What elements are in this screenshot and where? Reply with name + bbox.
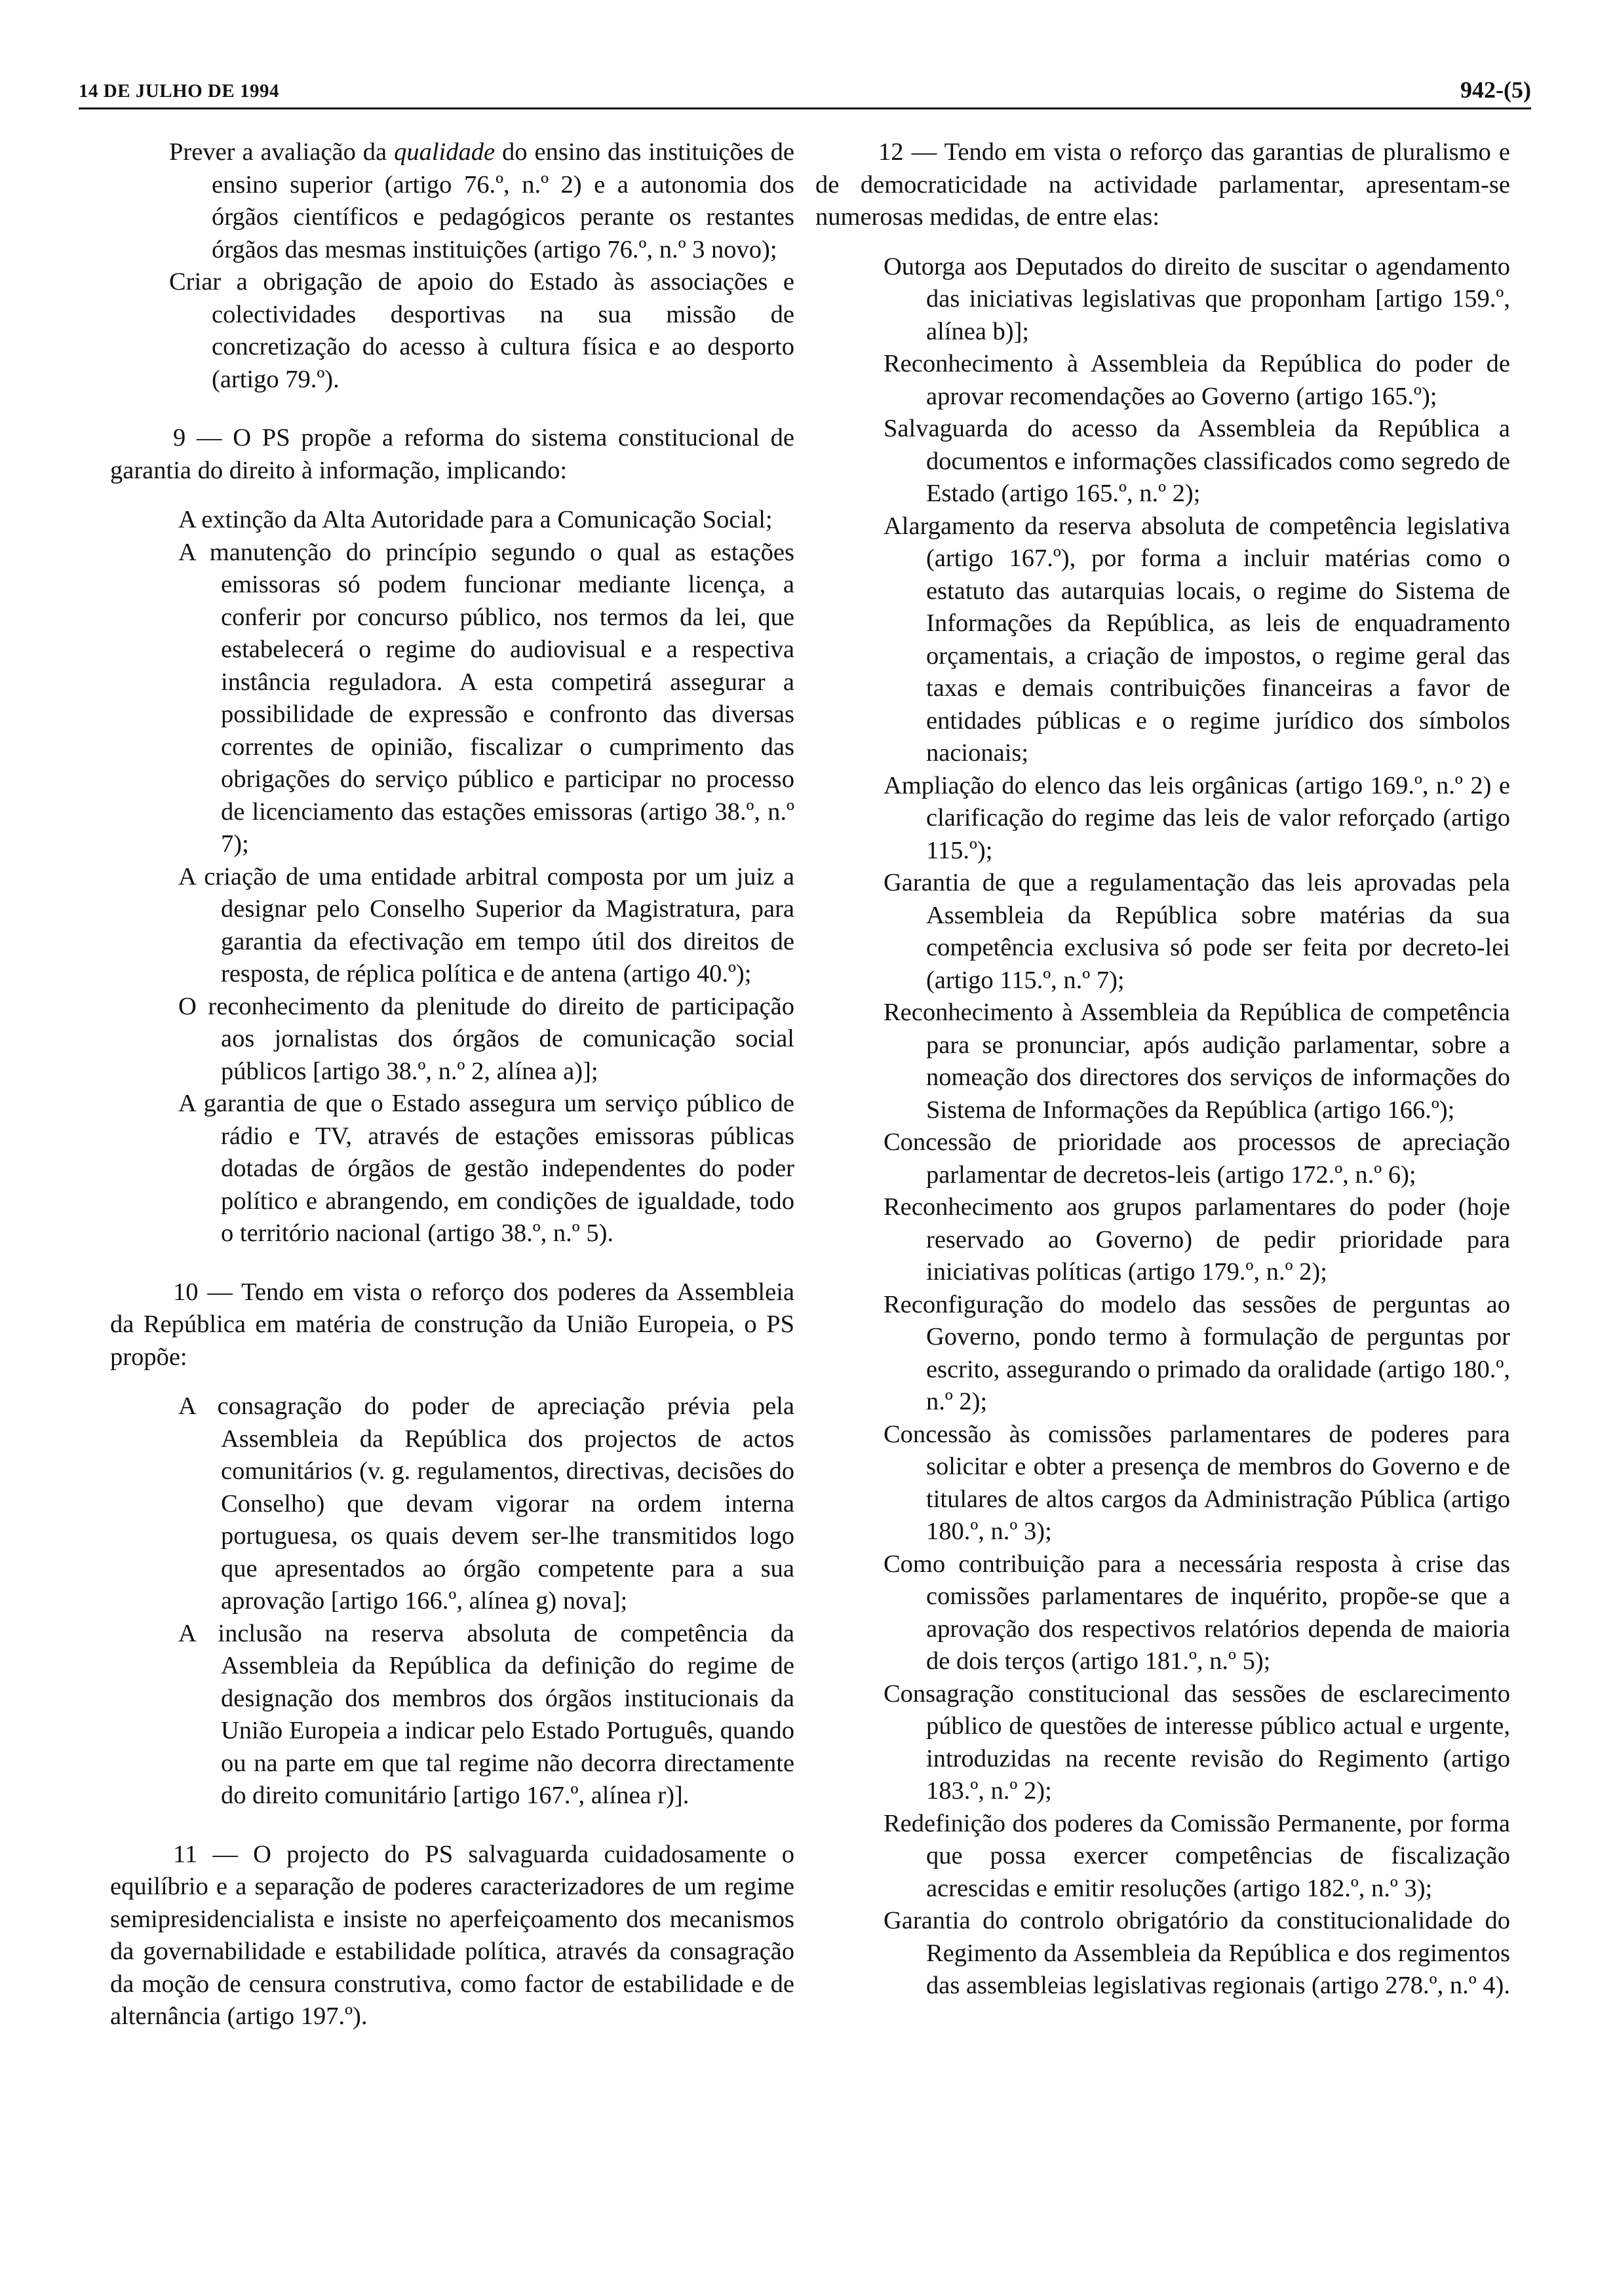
list-item: A manutenção do princípio segundo o qual as estações emissoras só podem funcionar mediante licença, a conferir por concurso público, nos termos da lei, que estabelecerá o regime do audiovisual e a respectiva instância reguladora. A esta competirá assegurar a possibilidade de expressão e confronto das diversas correntes de opinião, fiscalizar o cumprimento das obrigações do serviço público e participar no processo de licenciamento das estações emissoras (artigo 38.º, n.º 7); [178, 538, 794, 858]
section-9-list [110, 504, 794, 1250]
right-column [815, 136, 1510, 2002]
list-item: Reconfiguração do modelo das sessões de perguntas ao Governo, pondo termo à formulação de perguntas por escrito, assegurando o primado da oralidade (artigo 180.º, n.º 2); [884, 1290, 1510, 1415]
list-item: Prever a avaliação da qualidade do ensino das instituições de ensino superior (artigo 76.º, n.º 2) e a autonomia dos órgãos científicos e pedagógicos perante os restantes órgãos das mesmas instituições (artigo 76.º, n.º 3 novo); [169, 138, 794, 263]
list-item: A inclusão na reserva absoluta de competência da Assembleia da República da definição do regime de designação dos membros dos órgãos institucionais da União Europeia a indicar pelo Estado Português, quando ou na parte em que tal regime não decorra directamente do direito comunitário [artigo 167.º, alínea r)]. [178, 1619, 794, 1809]
section-10-list [110, 1390, 794, 1812]
top-item-list [110, 136, 794, 396]
list-item: O reconhecimento da plenitude do direito de participação aos jornalistas dos órgãos de comunicação social públicos [artigo 38.º, n.º 2, alínea a)]; [178, 992, 794, 1085]
list-item: Criar a obrigação de apoio do Estado às associações e colectividades desportivas na sua missão de concretização do acesso à cultura física e ao desporto (artigo 79.º). [169, 268, 794, 393]
list-item: Salvaguarda do acesso da Assembleia da República a documentos e informações classificados como segredo de Estado (artigo 165.º, n.º 2); [884, 415, 1510, 507]
list-item: Garantia de que a regulamentação das leis aprovadas pela Assembleia da República sobre matérias da sua competência exclusiva só pode ser feita por decreto-lei (artigo 115.º, n.º 7); [884, 869, 1510, 994]
section-10-intro: 10 — Tendo em vista o reforço dos poderes da Assembleia da República em matéria de construção da União Europeia, o PS propõe: [110, 1278, 794, 1371]
list-item: Reconhecimento à Assembleia da República de competência para se pronunciar, após audição parlamentar, sobre a nomeação dos directores dos serviços de informações do Sistema de Informações da República (artigo 166.º); [884, 999, 1510, 1124]
list-item: A extinção da Alta Autoridade para a Comunicação Social; [178, 506, 773, 533]
list-item: Redefinição dos poderes da Comissão Permanente, por forma que possa exercer competências de fiscalização acrescidas e emitir resoluções (artigo 182.º, n.º 3); [884, 1809, 1510, 1902]
section-9-intro: 9 — O PS propõe a reforma do sistema constitucional de garantia do direito à informação, implicando: [110, 424, 794, 484]
section-12-list [815, 251, 1510, 2002]
list-item: A consagração do poder de apreciação prévia pela Assembleia da República dos projectos de actos comunitários (v. g. regulamentos, directivas, decisões do Conselho) que devam vigorar na ordem interna portuguesa, os quais devem ser-lhe transmitidos logo que apresentados ao órgão competente para a sua aprovação [artigo 166.º, alínea g) nova]; [178, 1392, 794, 1615]
list-item: Alargamento da reserva absoluta de competência legislativa (artigo 167.º), por forma a incluir matérias como o estatuto das autarquias locais, o regime do Sistema de Informações da República, as leis de enquadramento orçamentais, a criação de impostos, o regime geral das taxas e demais contribuições financeiras a favor de entidades públicas e o regime jurídico dos símbolos nacionais; [884, 512, 1510, 767]
list-item: Concessão às comissões parlamentares de poderes para solicitar e obter a presença de membros do Governo e de titulares de altos cargos da Administração Pública (artigo 180.º, n.º 3); [884, 1420, 1510, 1545]
list-item: Outorga aos Deputados do direito de suscitar o agendamento das iniciativas legislativas que proponham [artigo 159.º, alínea b)]; [884, 252, 1510, 345]
page-number: 942-(5) [1460, 77, 1531, 103]
list-item: Reconhecimento à Assembleia da República do poder de aprovar recomendações ao Governo (artigo 165.º); [884, 350, 1510, 410]
list-item: A criação de uma entidade arbitral composta por um juiz a designar pelo Conselho Superior da Magistratura, para garantia da efectivação em tempo útil dos direitos de resposta, de réplica política e de antena (artigo 40.º); [178, 862, 794, 987]
list-item: Concessão de prioridade aos processos de apreciação parlamentar de decretos-leis (artigo 172.º, n.º 6); [884, 1128, 1510, 1189]
section-11-paragraph: 11 — O projecto do PS salvaguarda cuidadosamente o equilíbrio e a separação de poderes caracterizadores de um regime semipresidencialista e insiste no aperfeiçoamento dos mecanismos da governabilidade e estabilidade política, através da consagração da moção de censura construtiva, como factor de estabilidade e de alternância (artigo 197.º). [110, 1840, 794, 2030]
list-item: Como contribuição para a necessária resposta à crise das comissões parlamentares de inquérito, propõe-se que a aprovação dos respectivos relatórios dependa de maioria de dois terços (artigo 181.º, n.º 5); [884, 1550, 1510, 1675]
list-item: Reconhecimento aos grupos parlamentares do poder (hoje reservado ao Governo) de pedir prioridade para iniciativas políticas (artigo 179.º, n.º 2); [884, 1193, 1510, 1286]
left-column [110, 136, 794, 2033]
list-item: Ampliação do elenco das leis orgânicas (artigo 169.º, n.º 2) e clarificação do regime das leis de valor reforçado (artigo 115.º); [884, 771, 1510, 864]
list-item: Garantia do controlo obrigatório da constitucionalidade do Regimento da Assembleia da República e dos regimentos das assembleias legislativas regionais (artigo 278.º, n.º 4). [884, 1907, 1510, 1999]
page-header [79, 72, 1531, 109]
section-12-intro: 12 — Tendo em vista o reforço das garantias de pluralismo e de democraticidade na actividade parlamentar, apresentam-se numerosas medidas, de entre elas: [815, 138, 1510, 231]
header-date: 14 DE JULHO DE 1994 [79, 81, 279, 102]
list-item: A garantia de que o Estado assegura um serviço público de rádio e TV, através de estações emissoras públicas dotadas de órgãos de gestão independentes do poder político e abrangendo, em condições de igualdade, todo o território nacional (artigo 38.º, n.º 5). [178, 1090, 794, 1247]
list-item: Consagração constitucional das sessões de esclarecimento público de questões de interesse público actual e urgente, introduzidas na recente revisão do Regimento (artigo 183.º, n.º 2); [884, 1679, 1510, 1805]
